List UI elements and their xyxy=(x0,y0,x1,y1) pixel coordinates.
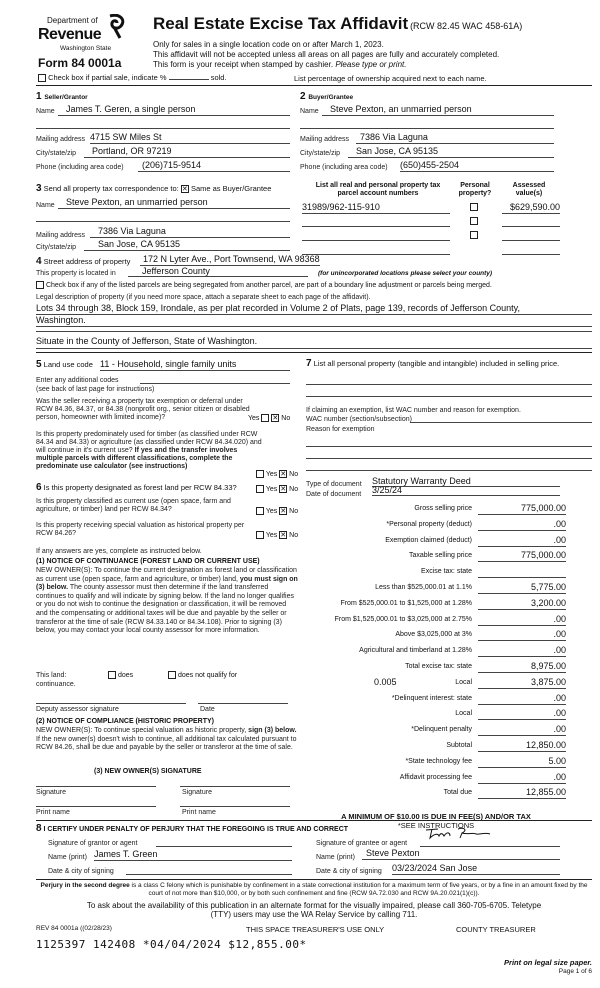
tax-line-row xyxy=(306,662,566,674)
partial-sale-row xyxy=(38,73,227,82)
tax-line-label: Taxable selling price xyxy=(408,552,472,560)
tax-line-value[interactable]: 12,850.00 xyxy=(478,740,566,752)
same-as-buyer-checkbox[interactable]: ✕ xyxy=(181,186,188,194)
seller-heading: 1 Seller/Grantor xyxy=(36,91,88,102)
seller-name-label: Name xyxy=(36,108,55,115)
seller-addr-label: Mailing address xyxy=(36,136,86,143)
tax-line-label: *State technology fee xyxy=(405,757,472,765)
grantee-date-label: Date & city of signing xyxy=(316,868,382,875)
tax-line-value[interactable] xyxy=(478,566,566,578)
forest-question-row: 6 Is this property designated as forest land per RCW 84.33? xyxy=(36,482,237,493)
historic-yes-checkbox[interactable] xyxy=(256,531,264,539)
timber-yes-no: Yes ✕ No xyxy=(256,470,298,479)
owner-sig-label-2: Signature xyxy=(182,789,212,796)
tax-line-label: Total excise tax: state xyxy=(405,663,472,670)
grantee-signature-icon xyxy=(424,826,494,842)
does-not-checkbox[interactable] xyxy=(168,671,176,679)
tax-line-label: From $525,000.01 to $1,525,000 at 1.28% xyxy=(340,599,472,607)
wac-label: WAC number (section/subsection) xyxy=(306,416,412,423)
county-label: This property is located in xyxy=(36,270,116,277)
buyer-addr-label: Mailing address xyxy=(300,136,350,143)
buyer-addr-field[interactable]: 7386 Via Laguna xyxy=(356,132,554,144)
tax-line-row xyxy=(306,504,566,516)
notice1-heading: (1) NOTICE OF CONTINUANCE (FOREST LAND OR CURRENT USE) xyxy=(36,558,260,565)
s3-name-label: Name xyxy=(36,202,55,209)
notice2-text: NEW OWNER(S): To continue special valuation as historic property, sign (3) below. If the new owner(s) doesn't wish to continue, all additional tax calculated pursuant to RCW 84.26, shall be due and payable by the seller or transferor at the time of sale. xyxy=(36,727,297,752)
grantor-date-label: Date & city of signing xyxy=(48,868,114,875)
historic-yes-no: Yes ✕ No xyxy=(256,531,298,540)
current-use-no-checkbox[interactable]: ✕ xyxy=(280,508,287,515)
notice1-text: NEW OWNER(S): To continue the current designation as forest land or classification as current use (open space, farm and agriculture, or timber) land, you must sign on (3) below. The county assessor must then determine if the land transferred continues to qualify and will indicate by signing below. If the land no longer qualifies or you do not wish to continue the designation or classification, it will be removed and the compensating or additional taxes will be due and payable by the seller or transferor at the time of sale (RCW 84.33.140 or 84.34.108). Prior to signing (3) below, you may contact your local county assessor for more information. xyxy=(36,567,298,635)
form-number: Form 84 0001a xyxy=(38,56,122,70)
seller-city-field[interactable]: Portland, OR 97219 xyxy=(84,146,290,158)
section8-heading: 8 I CERTIFY UNDER PENALTY OF PERJURY THAT THE FOREGOING IS TRUE AND CORRECT xyxy=(36,823,349,834)
tax-line-row xyxy=(306,694,566,706)
tax-line-row xyxy=(306,773,566,785)
segregate-checkbox[interactable] xyxy=(36,281,44,289)
seller-name-field[interactable]: James T. Geren, a single person xyxy=(58,104,290,116)
this-land-label: This land: xyxy=(36,672,67,679)
ownership-note: List percentage of ownership acquired next to each name. xyxy=(294,74,487,83)
print-legal-note: Print on legal size paper. xyxy=(504,958,592,967)
tax-line-label: Exemption claimed (deduct) xyxy=(385,536,472,544)
tax-line-row xyxy=(306,741,566,753)
minimum-notice: A MINIMUM OF $10.00 IS DUE IN FEE(S) AND/OR TAX xyxy=(341,812,531,821)
wac-field[interactable] xyxy=(410,415,592,423)
tax-line-label: *Delinquent penalty xyxy=(411,726,472,734)
form-title-row xyxy=(153,14,593,34)
parcel-col-header: List all real and personal property tax parcel account numbers xyxy=(315,182,441,198)
tax-line-row xyxy=(306,678,566,690)
seller-phone-field[interactable]: (206)715-9514 xyxy=(138,160,290,172)
form-title: Real Estate Excise Tax Affidavit xyxy=(153,14,409,33)
forest-yes-checkbox[interactable] xyxy=(256,485,264,493)
form-title-ref: (RCW 82.45 WAC 458-61A) xyxy=(410,21,523,31)
alt-format-notice: To ask about the availability of this publication in an alternate format for the visually impaired, please call 360-705-6705. Teletype (TTY) users may use the WA Relay Service by calling 711. xyxy=(86,901,542,919)
tax-line-row xyxy=(306,583,566,595)
local-rate-value[interactable]: 0.005 xyxy=(374,676,397,687)
county-field[interactable]: Jefferson County xyxy=(128,266,308,277)
s3-city-field[interactable]: San Jose, CA 95135 xyxy=(84,239,290,251)
tax-line-row xyxy=(306,567,566,579)
forest-no-checkbox[interactable]: ✕ xyxy=(280,486,287,493)
reason-label: Reason for exemption xyxy=(306,426,375,433)
tax-line-value[interactable]: 5.00 xyxy=(478,756,566,768)
segregate-row: Check box if any of the listed parcels are being segregated from another parcel, are part of a boundary line adjustment or parcels being merged. xyxy=(36,281,492,290)
dept-top-text: Department of xyxy=(47,16,98,25)
buyer-phone-label: Phone (including area code) xyxy=(300,164,388,171)
tax-line-label: Excise tax: state xyxy=(421,568,472,576)
tax-line-value[interactable]: 775,000.00 xyxy=(478,503,566,515)
rev-number: REV 84 0001a ((02/28/23) xyxy=(36,925,112,932)
tax-line-value[interactable]: .00 xyxy=(478,535,566,547)
header-note-3a: This form is your receipt when stamped by cashier. xyxy=(153,60,334,69)
header-note-3 xyxy=(153,60,499,70)
legal-desc-label: Legal description of property (if you need more space, attach a separate sheet to each page of the affidavit). xyxy=(36,294,371,301)
wa-logo-icon xyxy=(106,14,126,40)
add-codes-label: Enter any additional codes xyxy=(36,377,119,384)
personal-prop-col-header: Personal property? xyxy=(458,182,492,198)
grantor-sig-label: Signature of grantor or agent xyxy=(48,840,138,847)
header-notes xyxy=(153,40,499,70)
legal-desc-line-3[interactable]: Situate in the County of Jefferson, State of Washington. xyxy=(36,336,592,349)
does-not-row: does not qualify for xyxy=(168,671,237,680)
tax-line-label: Above $3,025,000 at 3% xyxy=(395,631,472,639)
seller-city-label: City/state/zip xyxy=(36,150,77,157)
historic-question: Is this property receiving special valuation as historical property per RCW 84.26? xyxy=(36,522,245,537)
add-codes-field[interactable] xyxy=(140,375,290,384)
exempt-no-checkbox[interactable]: ✕ xyxy=(272,415,279,422)
tax-line-row xyxy=(306,757,566,769)
continuance-label: continuance. xyxy=(36,681,76,688)
grantee-sig-label: Signature of grantee or agent xyxy=(316,840,408,847)
header-note-1: Only for sales in a single location code on or after March 1, 2023. xyxy=(153,40,384,49)
timber-no-checkbox[interactable]: ✕ xyxy=(280,471,287,478)
treasurer-use-label: THIS SPACE TREASURER'S USE ONLY xyxy=(246,925,385,934)
tax-line-value[interactable]: 8,975.00 xyxy=(478,661,566,673)
tax-line-label: Less than $525,000.01 at 1.1% xyxy=(375,584,472,591)
tax-line-value[interactable]: .00 xyxy=(478,724,566,736)
dept-state-text: Washington State xyxy=(60,45,112,52)
county-treasurer-label: COUNTY TREASURER xyxy=(456,925,536,934)
land-use-row: 5 Land use code xyxy=(36,359,93,370)
personal-prop-checkbox-2[interactable] xyxy=(470,217,478,225)
tax-line-label: Gross selling price xyxy=(414,505,472,512)
exempt-question: Was the seller receiving a property tax exemption or deferral under RCW 84.36, 84.37, or 84.38 (nonprofit org., senior citizen or disabled person, homeowner with limited income)? xyxy=(36,398,250,421)
tax-line-value[interactable]: 3,875.00 xyxy=(478,677,566,689)
partial-sale-label: Check box if partial sale, indicate % xyxy=(48,73,167,82)
section7-heading: 7 List all personal property (tangible and intangible) included in selling price. xyxy=(306,358,560,369)
seller-addr-field[interactable]: 4715 SW Miles St xyxy=(90,132,290,144)
doc-date-field[interactable]: 3/25/24 xyxy=(372,485,560,496)
seller-phone-label: Phone (including area code) xyxy=(36,164,124,171)
owner-print-label-2: Print name xyxy=(182,809,216,816)
tax-line-value[interactable]: .00 xyxy=(478,614,566,626)
tax-line-row xyxy=(306,788,566,800)
see-instructions: *SEE INSTRUCTIONS xyxy=(397,821,475,830)
doc-date-label: Date of document xyxy=(306,491,362,498)
notice2-heading: (2) NOTICE OF COMPLIANCE (HISTORIC PROPERTY) xyxy=(36,718,214,725)
tax-line-row xyxy=(306,709,566,721)
cashier-stamp: 1125397 142408 *04/04/2024 $12,855.00* xyxy=(36,938,307,951)
tax-line-label: Local xyxy=(455,678,472,686)
personal-prop-checkbox-1[interactable] xyxy=(470,203,478,211)
dor-logo xyxy=(38,12,124,54)
if-yes-note: If any answers are yes, complete as instructed below. xyxy=(36,548,202,555)
buyer-phone-field[interactable]: (650)455-2504 xyxy=(400,160,554,172)
owner-sig-label-1: Signature xyxy=(36,789,66,796)
tax-line-row xyxy=(306,520,566,532)
tax-line-row xyxy=(306,630,566,642)
page-number: Page 1 of 6 xyxy=(558,968,592,975)
current-use-question: Is this property classified as current use (open space, farm and agriculture, or timber) land per RCW 84.34? xyxy=(36,498,231,513)
timber-question: Is this property predominately used for timber (as classified under RCW 84.34 and 84.33) or agriculture (as classified under RCW 84.34.020) and will continue in it's current use? If yes and the transfer involves multiple parcels with different classifications, complete the predominate use calculator (see instructions) xyxy=(36,431,262,470)
tax-line-value[interactable]: .00 xyxy=(478,519,566,531)
partial-sale-sold: sold. xyxy=(210,73,227,82)
forest-yes-no: Yes ✕ No xyxy=(256,485,298,494)
parcel-number-field[interactable]: 31989/962-115-910 xyxy=(302,202,450,214)
section4-street-row: 4 Street address of property xyxy=(36,256,131,267)
tax-line-value[interactable]: .00 xyxy=(478,645,566,657)
tax-line-value[interactable]: .00 xyxy=(478,693,566,705)
assessed-col-header: Assessed value(s) xyxy=(512,182,546,198)
exempt-yes-checkbox[interactable] xyxy=(261,414,269,422)
buyer-city-label: City/state/zip xyxy=(300,150,341,157)
buyer-city-field[interactable]: San Jose, CA 95135 xyxy=(348,146,554,158)
tax-line-row xyxy=(306,551,566,563)
tax-line-row xyxy=(306,599,566,611)
s3-name-field[interactable]: Steve Pexton, an unmarried person xyxy=(58,197,290,209)
tax-line-label: *Personal property (deduct) xyxy=(386,520,472,528)
tax-line-label: Total due xyxy=(443,789,472,797)
notice3-heading: (3) NEW OWNER(S) SIGNATURE xyxy=(94,768,202,775)
tax-line-label: Local xyxy=(455,710,472,718)
dept-name-text: Revenue xyxy=(38,26,102,43)
historic-no-checkbox[interactable]: ✕ xyxy=(280,532,287,539)
tax-line-row xyxy=(306,615,566,627)
tax-line-value[interactable]: 3,200.00 xyxy=(478,598,566,610)
grantee-date-field[interactable]: 03/23/2024 San Jose xyxy=(392,863,560,875)
personal-prop-checkbox-3[interactable] xyxy=(470,231,478,239)
tax-line-value[interactable]: .00 xyxy=(478,708,566,720)
tax-line-value[interactable]: 775,000.00 xyxy=(478,550,566,562)
tax-line-value[interactable]: 12,855.00 xyxy=(478,787,566,799)
buyer-heading: 2 Buyer/Grantee xyxy=(300,91,354,102)
grantor-date-field[interactable] xyxy=(126,866,292,875)
exempt-yes-no: Yes ✕ No xyxy=(248,414,291,422)
exempt-claim-note: If claiming an exemption, list WAC number and reason for exemption. xyxy=(306,407,521,414)
doc-type-field[interactable]: Statutory Warranty Deed xyxy=(372,476,560,487)
header-note-3b: Please type or print. xyxy=(335,60,407,69)
current-use-yes-checkbox[interactable] xyxy=(256,507,264,515)
deputy-date-label: Date xyxy=(200,706,215,713)
grantor-name-label: Name (print) xyxy=(48,854,87,861)
does-row: does xyxy=(108,671,133,680)
land-use-code-field[interactable]: 11 - Household, single family units xyxy=(100,359,290,371)
current-use-yes-no: Yes ✕ No xyxy=(256,507,298,516)
tax-line-value[interactable]: .00 xyxy=(478,772,566,784)
perjury-notice: Perjury in the second degree is a class C felony which is punishable by confinement in a state correctional institution for a maximum term of five years, or by a fine in an amount fixed by the court of not more than $10,000, or by both such confinement and fine (RCW 9A.72.030 and RCW 9A.20.021(1)(c)). xyxy=(40,882,588,897)
tax-line-row xyxy=(306,536,566,548)
s3-addr-label: Mailing address xyxy=(36,232,86,239)
tax-line-label: Affidavit processing fee xyxy=(399,773,472,781)
tax-line-row xyxy=(306,725,566,737)
buyer-name-label: Name xyxy=(300,108,319,115)
section3-heading: 3 Send all property tax correspondence to: ✕ Same as Buyer/Grantee xyxy=(36,183,272,194)
tax-line-label: From $1,525,000.01 to $3,025,000 at 2.75% xyxy=(334,615,472,623)
street-address-field[interactable]: 172 N Lyter Ave., Port Townsend, WA 98368 xyxy=(140,254,320,266)
county-note: (for unincorporated locations please select your county) xyxy=(318,270,493,277)
tax-line-value[interactable]: .00 xyxy=(478,629,566,641)
tax-line-row xyxy=(306,646,566,658)
doc-type-label: Type of document xyxy=(306,481,362,488)
owner-print-label-1: Print name xyxy=(36,809,70,816)
grantor-sig-field[interactable] xyxy=(156,838,292,847)
deputy-sig-label: Deputy assessor signature xyxy=(36,706,119,713)
tax-line-label: *Delinquent interest: state xyxy=(391,694,472,702)
timber-yes-checkbox[interactable] xyxy=(256,470,264,478)
grantee-name-field[interactable]: Steve Pexton xyxy=(362,848,560,860)
tax-line-label: Subtotal xyxy=(446,742,472,749)
assessed-value-field[interactable]: $629,590.00 xyxy=(502,202,560,214)
s3-city-label: City/state/zip xyxy=(36,244,77,251)
legal-desc-line-2[interactable]: Washington. xyxy=(36,315,592,327)
legal-desc-line-1[interactable]: Lots 34 through 38, Block 159, Irondale, as per plat recorded in Volume 2 of Plats, page 139, records of Jefferson County, xyxy=(36,303,592,315)
header-note-2: This affidavit will not be accepted unless all areas on all pages are fully and accurately completed. xyxy=(153,50,500,59)
grantee-name-label: Name (print) xyxy=(316,854,355,861)
tax-line-label: Agricultural and timberland at 1.28% xyxy=(359,647,472,655)
s3-addr-field[interactable]: 7386 Via Laguna xyxy=(90,226,290,238)
grantor-name-field[interactable]: James T. Green xyxy=(94,849,292,861)
partial-sale-checkbox[interactable] xyxy=(38,74,46,82)
add-codes-note: (see back of last page for instructions) xyxy=(36,386,155,393)
does-checkbox[interactable] xyxy=(108,671,116,679)
buyer-name-field[interactable]: Steve Pexton, an unmarried person xyxy=(322,104,554,116)
tax-line-value[interactable]: 5,775.00 xyxy=(478,582,566,594)
